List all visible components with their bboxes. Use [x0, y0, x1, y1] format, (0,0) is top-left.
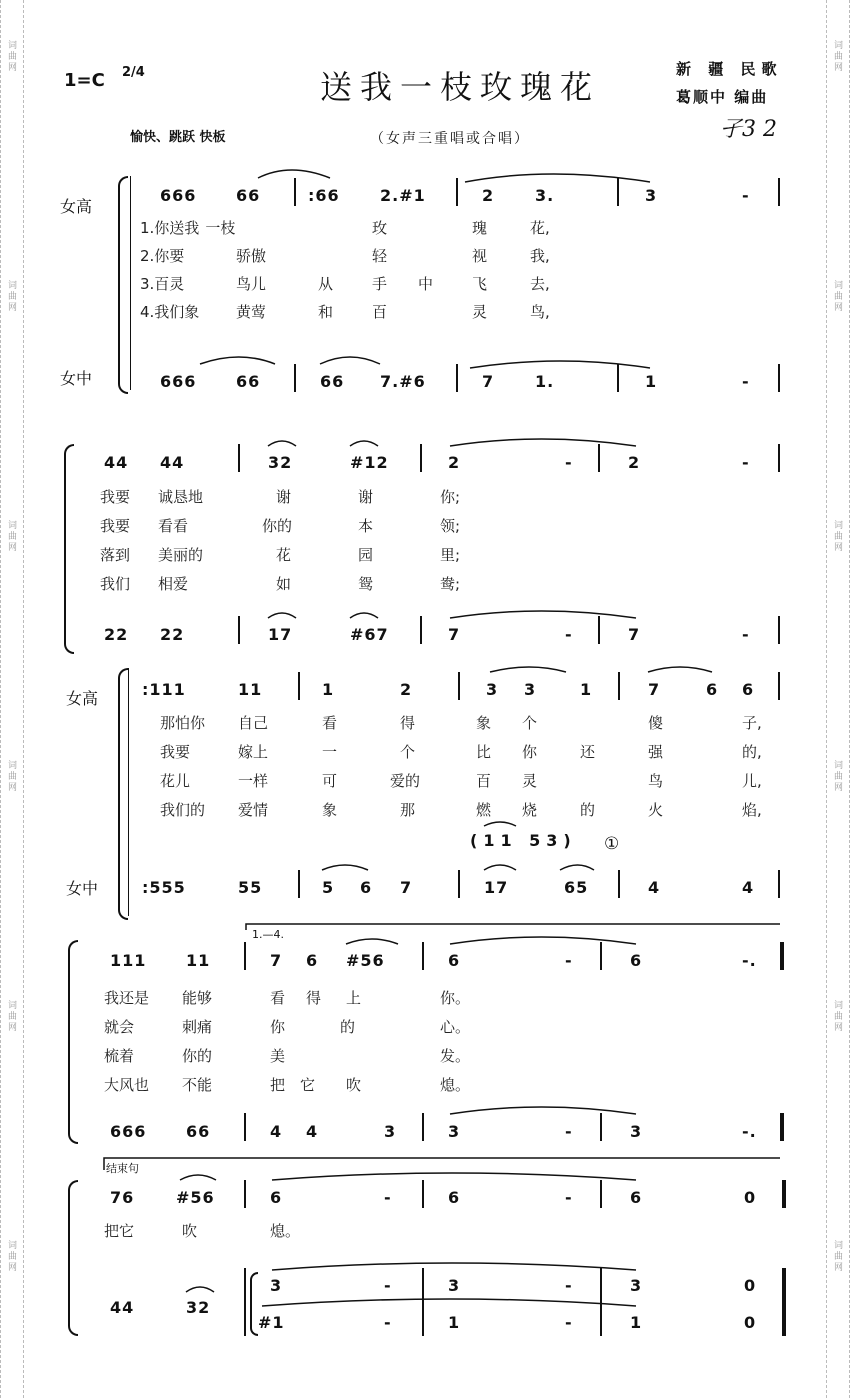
note: 3: [384, 1122, 397, 1141]
lyric-word: 谢: [276, 488, 292, 506]
note-group: 44: [110, 1298, 135, 1317]
note-group: 11: [238, 680, 263, 699]
lyric-word: 那怕你: [160, 714, 206, 732]
note: 1: [448, 1313, 461, 1332]
tie-line: [272, 1263, 636, 1270]
lyric-word: 美: [270, 1047, 286, 1065]
note: 4: [648, 878, 661, 897]
watermark-text: 词曲网: [832, 1240, 842, 1273]
lyric-word: 谢: [358, 488, 374, 506]
note: 2: [482, 186, 495, 205]
lyric-word: 它: [300, 1076, 316, 1094]
tie-line: [450, 1107, 636, 1114]
note-group: 17: [268, 625, 293, 644]
note-group: #56: [176, 1188, 215, 1207]
note: -: [742, 372, 750, 391]
lyric-word: 视: [472, 247, 488, 265]
part-label-soprano: 女高: [60, 197, 93, 216]
note: 7: [648, 680, 661, 699]
lyric-word: 吹: [346, 1076, 362, 1094]
lyric-word: 百: [476, 772, 492, 790]
note-group: 65: [564, 878, 589, 897]
lyric-word: 烧: [522, 801, 538, 819]
lyric-word: 1.你送我: [140, 219, 200, 237]
lyric-word: 落到: [100, 546, 131, 564]
lyric-word: 看看: [158, 517, 189, 535]
note: 3: [630, 1122, 643, 1141]
lyric-word: 那: [400, 801, 416, 819]
lyric-word: 瑰: [472, 219, 488, 237]
lyric-word: 熄。: [440, 1076, 471, 1094]
watermark-text: 词曲网: [6, 1240, 16, 1273]
lyric-word: 个: [522, 714, 538, 732]
lyric-word: 你;: [440, 488, 461, 506]
note: 3: [448, 1276, 461, 1295]
tie-line: [320, 357, 380, 364]
note-group: #12: [350, 453, 389, 472]
lyric-word: 吹: [182, 1222, 198, 1240]
lyric-word: 就会: [104, 1018, 135, 1036]
tie-line: [268, 613, 296, 618]
note: 3: [448, 1122, 461, 1141]
lyric-word: 上: [346, 989, 362, 1007]
note: -: [384, 1276, 392, 1295]
note-group: 666: [110, 1122, 147, 1141]
lyric-word: 象: [476, 714, 492, 732]
watermark-text: 词曲网: [6, 760, 16, 793]
watermark-text: 词曲网: [6, 520, 16, 553]
note: 3: [486, 680, 499, 699]
note-group: 32: [186, 1298, 211, 1317]
handwritten-mark: 孑3 2: [720, 117, 777, 142]
note: 7: [628, 625, 641, 644]
tempo-marking: 愉快、跳跃 快板: [130, 130, 226, 145]
lyric-word: 一枝: [205, 219, 236, 237]
lyric-word: 鸟儿: [236, 275, 267, 293]
note: #1: [258, 1313, 285, 1332]
note-group: 7.#6: [380, 372, 426, 391]
tie-line: [350, 613, 378, 618]
note: 5: [322, 878, 335, 897]
note: 1: [580, 680, 593, 699]
note-group: :555: [142, 878, 186, 897]
tie-line: [262, 1299, 636, 1306]
lyric-word: 把: [270, 1076, 286, 1094]
note: 7: [482, 372, 495, 391]
tie-line: [648, 667, 712, 672]
footnote-marker: ①: [604, 834, 620, 854]
coda-bracket: [104, 1158, 780, 1170]
note: -: [742, 453, 750, 472]
lyric-word: 你: [522, 743, 538, 761]
note: 7: [270, 951, 283, 970]
note-group: 17: [484, 878, 509, 897]
lyric-word: 子,: [742, 714, 762, 732]
lyric-word: 相爱: [158, 575, 189, 593]
lyric-word: 美丽的: [158, 546, 204, 564]
note: -: [565, 1122, 573, 1141]
note-group: 666: [160, 372, 197, 391]
lyric-word: 百: [372, 303, 388, 321]
variant-passage: (11 53): [470, 831, 577, 850]
note-group: 666: [160, 186, 197, 205]
lyric-word: 看: [322, 714, 338, 732]
note: -.: [742, 1122, 757, 1141]
note: 2: [400, 680, 413, 699]
lyric-word: 花: [276, 546, 292, 564]
note: 3: [630, 1276, 643, 1295]
tie-line: [180, 1175, 216, 1180]
note: 6: [448, 951, 461, 970]
lyric-word: 花,: [530, 219, 550, 237]
lyric-word: 得: [306, 989, 322, 1007]
lyric-word: 2.你要: [140, 247, 185, 265]
note-group: 76: [110, 1188, 135, 1207]
note: 2: [448, 453, 461, 472]
note-group: 32: [268, 453, 293, 472]
note: 3: [524, 680, 537, 699]
lyric-word: 能够: [182, 989, 213, 1007]
lyric-word: 4.我们象: [140, 303, 200, 321]
tie-line: [200, 357, 275, 364]
part-label-alto: 女中: [60, 369, 93, 388]
tie-line: [322, 865, 368, 870]
note: 6: [270, 1188, 283, 1207]
lyric-word: 强: [648, 743, 664, 761]
note: 6: [706, 680, 719, 699]
lyric-word: 看: [270, 989, 286, 1007]
note: -: [565, 1276, 573, 1295]
time-signature: 2/4: [122, 65, 145, 80]
lyric-word: 3.百灵: [140, 275, 185, 293]
note-group: 111: [110, 951, 147, 970]
lyric-word: 从: [318, 275, 334, 293]
watermark-text: 词曲网: [832, 40, 842, 73]
note: 4: [306, 1122, 319, 1141]
note: 0: [744, 1276, 757, 1295]
watermark-text: 词曲网: [6, 40, 16, 73]
lyric-word: 园: [358, 546, 374, 564]
note: -: [565, 1313, 573, 1332]
lyric-word: 心。: [440, 1018, 471, 1036]
tie-line: [484, 865, 516, 870]
lyric-word: 骄傲: [236, 247, 267, 265]
lyric-word: 去,: [530, 275, 550, 293]
note-group: 44: [160, 453, 185, 472]
note: 6: [306, 951, 319, 970]
lyric-word: 鸯;: [440, 575, 461, 593]
note: 0: [744, 1313, 757, 1332]
lyric-word: 鸟,: [530, 303, 550, 321]
lyric-word: 灵: [522, 772, 538, 790]
note-group: 55: [238, 878, 263, 897]
watermark-text: 词曲网: [832, 280, 842, 313]
note: 7: [448, 625, 461, 644]
tie-line: [346, 939, 398, 944]
lyric-word: 的,: [742, 743, 762, 761]
lyric-word: 熄。: [270, 1222, 301, 1240]
lyric-word: 比: [476, 743, 492, 761]
note: 6: [360, 878, 373, 897]
lyric-word: 儿,: [742, 772, 762, 790]
key-signature: 1=C: [64, 70, 105, 91]
lyric-word: 玫: [372, 219, 388, 237]
lyric-word: 梳着: [104, 1047, 135, 1065]
volta-label: 1.—4.: [252, 928, 284, 941]
lyric-word: 本: [358, 517, 374, 535]
lyric-word: 轻: [372, 247, 388, 265]
lyric-word: 黄莺: [236, 303, 267, 321]
tie-line: [560, 865, 594, 870]
note: 1: [322, 680, 335, 699]
lyric-word: 我们的: [160, 801, 206, 819]
lyric-word: 可: [322, 772, 338, 790]
note: 6: [448, 1188, 461, 1207]
note: -: [565, 1188, 573, 1207]
note: -: [742, 186, 750, 205]
note: 2: [628, 453, 641, 472]
note-group: 22: [160, 625, 185, 644]
note-group: 66: [236, 372, 261, 391]
lyric-word: 我要: [160, 743, 191, 761]
song-source: 新 疆 民歌: [676, 60, 783, 78]
lyric-word: 刺痛: [182, 1018, 213, 1036]
tie-line: [490, 667, 566, 672]
tie-line: [450, 439, 636, 446]
part-label-soprano: 女高: [66, 689, 99, 708]
note: 0: [744, 1188, 757, 1207]
note: -.: [742, 951, 757, 970]
tie-line: [268, 441, 296, 446]
note-group: :111: [142, 680, 186, 699]
note: 4: [270, 1122, 283, 1141]
lyric-word: 你的: [262, 517, 293, 535]
note: 3: [645, 186, 658, 205]
coda-label: 结束句: [106, 1162, 139, 1175]
watermark-text: 词曲网: [6, 1000, 16, 1033]
tie-line: [484, 822, 516, 826]
lyric-word: 我要: [100, 517, 131, 535]
lyric-word: 一样: [238, 772, 269, 790]
lyric-word: 大风也: [104, 1076, 150, 1094]
note-group: #67: [350, 625, 389, 644]
lyric-word: 飞: [472, 275, 488, 293]
lyric-word: 嫁上: [238, 743, 269, 761]
lyric-word: 火: [648, 801, 664, 819]
note-group: 66: [236, 186, 261, 205]
lyric-word: 手: [372, 275, 388, 293]
lyric-word: 爱的: [390, 772, 421, 790]
tie-line: [465, 174, 650, 182]
note: -: [742, 625, 750, 644]
lyric-word: 自己: [238, 714, 269, 732]
arranger: 葛顺中 编曲: [676, 88, 769, 106]
note-group: 66: [186, 1122, 211, 1141]
note: -: [384, 1313, 392, 1332]
lyric-word: 象: [322, 801, 338, 819]
lyric-word: 中: [418, 275, 434, 293]
performance-note: （女声三重唱或合唱）: [370, 131, 530, 147]
note: 6: [742, 680, 755, 699]
tie-line: [272, 1173, 636, 1180]
note: 7: [400, 878, 413, 897]
note: 4: [742, 878, 755, 897]
note-group: 11: [186, 951, 211, 970]
note: -: [384, 1188, 392, 1207]
lyric-word: 如: [276, 575, 292, 593]
lyric-word: 燃: [476, 801, 492, 819]
note: 6: [630, 1188, 643, 1207]
lyric-word: 鸟: [648, 772, 664, 790]
lyric-word: 不能: [182, 1076, 213, 1094]
lyric-word: 鸳: [358, 575, 374, 593]
note-group: 66: [320, 372, 345, 391]
tie-line: [450, 937, 636, 944]
note: -: [565, 625, 573, 644]
note: 6: [630, 951, 643, 970]
lyric-word: 焰,: [742, 801, 762, 819]
lyric-word: 花儿: [160, 772, 191, 790]
lyric-word: 灵: [472, 303, 488, 321]
note-group: #56: [346, 951, 385, 970]
watermark-text: 词曲网: [6, 280, 16, 313]
note: 1: [630, 1313, 643, 1332]
watermark-text: 词曲网: [832, 760, 842, 793]
lyric-word: 领;: [440, 517, 461, 535]
lyric-word: 还: [580, 743, 596, 761]
lyric-word: 里;: [440, 546, 461, 564]
lyric-word: 一: [322, 743, 338, 761]
lyric-word: 我,: [530, 247, 550, 265]
lyric-word: 的: [580, 801, 596, 819]
lyric-word: 得: [400, 714, 416, 732]
page-title: 送我一枝玫瑰花: [320, 68, 601, 106]
lyric-word: 和: [318, 303, 334, 321]
note: 3.: [535, 186, 555, 205]
watermark-text: 词曲网: [832, 520, 842, 553]
note: -: [565, 951, 573, 970]
note-group: 22: [104, 625, 129, 644]
lyric-word: 把它: [104, 1222, 135, 1240]
tie-line: [450, 611, 636, 618]
lyric-word: 你: [270, 1018, 286, 1036]
note: 3: [270, 1276, 283, 1295]
note: -: [565, 453, 573, 472]
tie-line: [186, 1287, 214, 1292]
tie-line: [258, 170, 330, 178]
lyric-word: 发。: [440, 1047, 471, 1065]
note-group: 44: [104, 453, 129, 472]
note-group: 2.#1: [380, 186, 426, 205]
lyric-word: 的: [340, 1018, 356, 1036]
lyric-word: 我要: [100, 488, 131, 506]
lyric-word: 傻: [648, 714, 664, 732]
note-group: :66: [308, 186, 340, 205]
tie-line: [350, 441, 378, 446]
note: 1: [645, 372, 658, 391]
lyric-word: 我还是: [104, 989, 150, 1007]
part-label-alto: 女中: [66, 879, 99, 898]
lyric-word: 个: [400, 743, 416, 761]
volta-bracket: [246, 924, 780, 930]
lyric-word: 我们: [100, 575, 131, 593]
lyric-word: 爱情: [238, 801, 269, 819]
note: 1.: [535, 372, 555, 391]
watermark-text: 词曲网: [832, 1000, 842, 1033]
lyric-word: 你的: [182, 1047, 213, 1065]
tie-line: [470, 361, 650, 368]
lyric-word: 诚恳地: [158, 488, 204, 506]
lyric-word: 你。: [440, 989, 471, 1007]
